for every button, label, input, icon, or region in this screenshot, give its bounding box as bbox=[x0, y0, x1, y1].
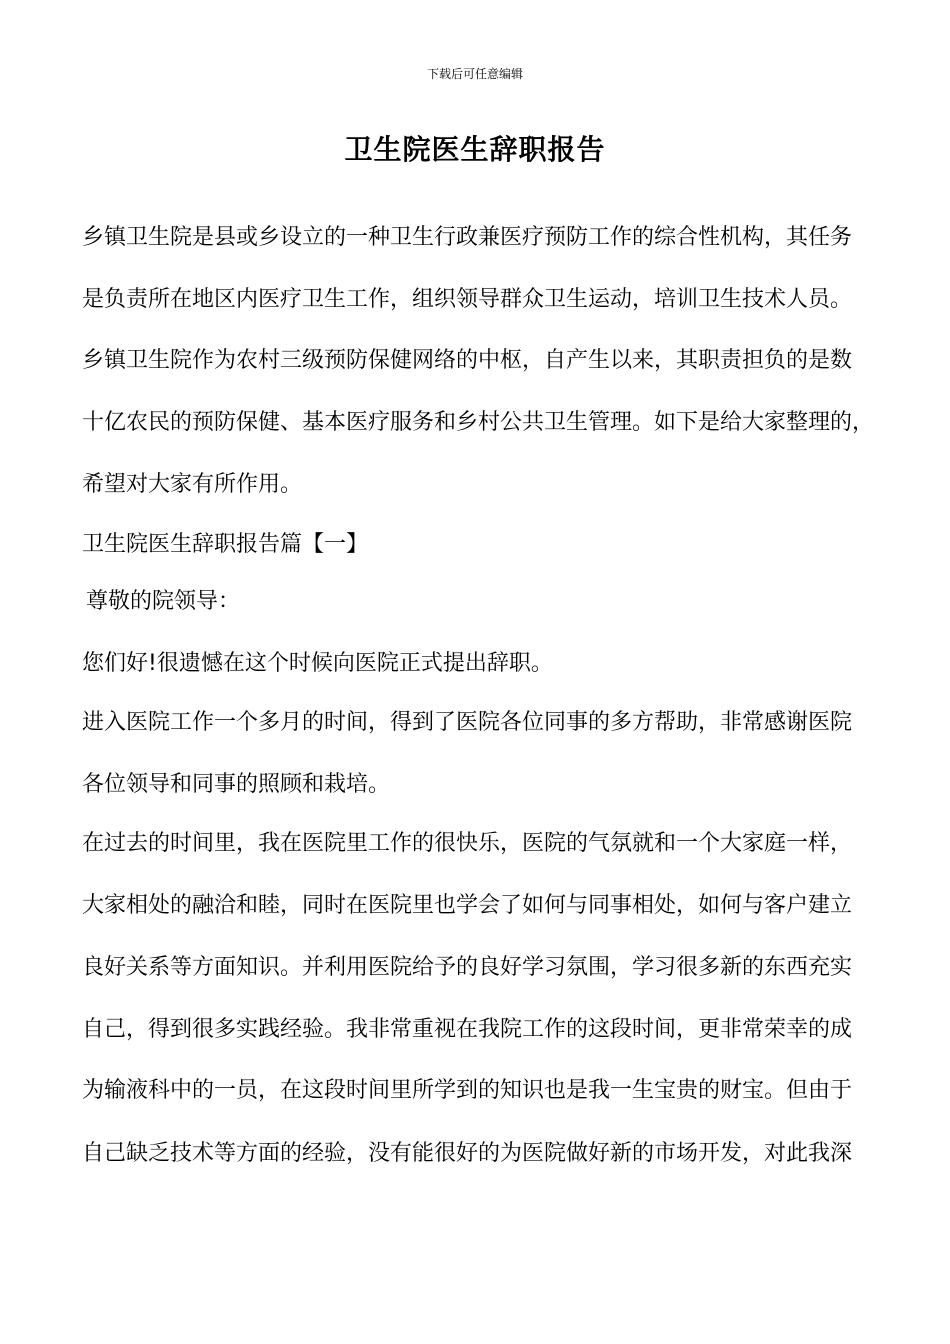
section-heading: 卫生院医生辞职报告篇【一】 bbox=[82, 532, 369, 557]
intro-line: 希望对大家有所作用。 bbox=[82, 472, 303, 497]
header-note: 下载后可任意编辑 bbox=[426, 67, 523, 81]
greeting: 您们好!很遗憾在这个时候向医院正式提出辞职。 bbox=[82, 651, 553, 676]
intro-line: 十亿农民的预防保健、基本医疗服务和乡村公共卫生管理。如下是给大家整理的， bbox=[82, 410, 875, 435]
paragraph-line: 为输液科中的一员，在这段时间里所学到的知识也是我一生宝贵的财宝。但由于 bbox=[82, 1078, 853, 1103]
paragraph-line: 在过去的时间里，我在医院里工作的很快乐，医院的气氛就和一个大家庭一样， bbox=[82, 831, 853, 856]
paragraph-line: 进入医院工作一个多月的时间，得到了医院各位同事的多方帮助，非常感谢医院 bbox=[82, 710, 853, 735]
paragraph-line: 自己，得到很多实践经验。我非常重视在我院工作的这段时间，更非常荣幸的成 bbox=[82, 1017, 853, 1042]
paragraph-line: 良好关系等方面知识。并利用医院给予的良好学习氛围，学习很多新的东西充实 bbox=[82, 955, 853, 980]
intro-line: 是负责所在地区内医疗卫生工作，组织领导群众卫生运动，培训卫生技术人员。 bbox=[82, 287, 853, 312]
paragraph-line: 大家相处的融洽和睦，同时在医院里也学会了如何与同事相处，如何与客户建立 bbox=[82, 893, 853, 918]
intro-line: 乡镇卫生院作为农村三级预防保健网络的中枢，自产生以来，其职责担负的是数 bbox=[82, 348, 853, 373]
document-title: 卫生院医生辞职报告 bbox=[344, 133, 606, 166]
intro-line: 乡镇卫生院是县或乡设立的一种卫生行政兼医疗预防工作的综合性机构，其任务 bbox=[82, 225, 853, 250]
paragraph-line: 各位领导和同事的照顾和栽培。 bbox=[82, 772, 391, 797]
salutation: 尊敬的院领导： bbox=[86, 589, 241, 614]
paragraph-line: 自己缺乏技术等方面的经验，没有能很好的为医院做好新的市场开发，对此我深 bbox=[82, 1141, 853, 1166]
